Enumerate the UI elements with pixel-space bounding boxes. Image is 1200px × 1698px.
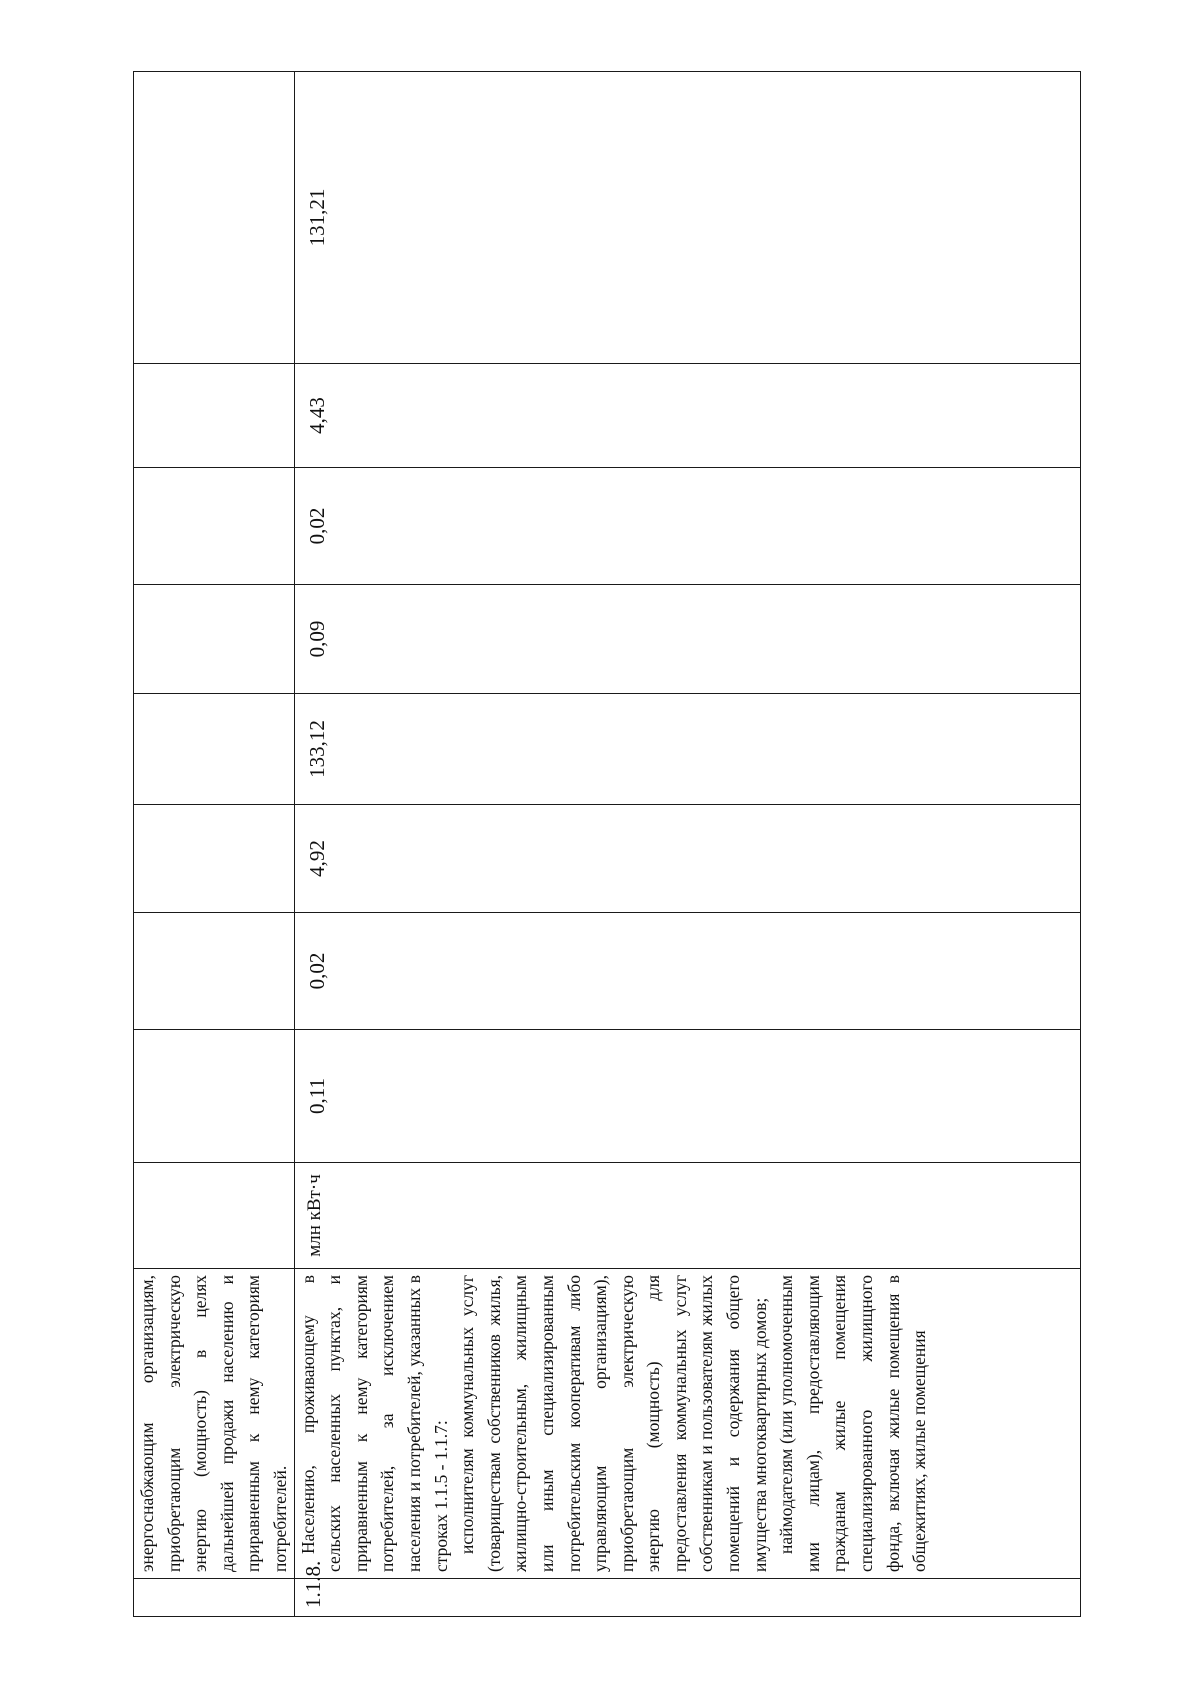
value-cell: [134, 585, 295, 694]
value-cell: [134, 805, 295, 913]
value-cell: [134, 72, 295, 364]
value: 4,92: [304, 840, 329, 877]
unit-label: млн кВт·ч: [303, 1174, 325, 1257]
value: 0,02: [304, 952, 329, 990]
value-cell: [294, 805, 1080, 913]
value: 0,11: [304, 1078, 329, 1114]
value-cell: [294, 913, 1080, 1030]
table-row: [134, 72, 295, 1617]
description-cell: [294, 1269, 1080, 1579]
description-paragraph: энергоснабжающим организациям, приобретающим электрическую энергию (мощность) в целях дальнейшей продажи населению и приравненным к нему категориям потребителей.: [137, 1275, 290, 1572]
document-page: [133, 72, 1081, 1617]
value: 4,43: [304, 397, 329, 434]
row-number: 1.1.8.: [300, 1560, 325, 1608]
value: 131,21: [304, 188, 329, 247]
row-number-cell: [134, 1579, 295, 1617]
value: 0,02: [304, 507, 329, 545]
value-cell: [134, 694, 295, 805]
data-table: [133, 71, 1081, 1617]
value-cell: [294, 1030, 1080, 1163]
description-paragraph: Населению, проживающему в сельских населенных пунктах, и приравненным к нему категориям потребителей, за исключением населения и потребителей, указанных в строках 1.1.5 - 1.1.7:: [297, 1275, 451, 1572]
description-paragraph: исполнителям коммунальных услуг (товариществам собственников жилья, жилищно-строительным, жилищным или иным специализированным потребительским кооперативам либо управляющим организациям), приобретающим электрическую энергию (мощность) для предоставления коммунальных услуг собственникам и пользователям жилых помещений и содержания общего имущества многоквартирных домов;: [457, 1275, 770, 1572]
value-cell: [134, 364, 295, 468]
value-cell: [134, 1030, 295, 1163]
row-number-cell: [294, 1560, 1080, 1617]
description-cell: [134, 1269, 295, 1579]
value: 133,12: [304, 720, 329, 778]
rotated-page-container: [133, 72, 1200, 1608]
unit-cell: [294, 1163, 1080, 1269]
unit-cell: [134, 1163, 295, 1269]
value-cell: [294, 364, 1080, 468]
value-cell: [134, 468, 295, 585]
value-cell: [294, 585, 1080, 694]
value-cell: [134, 913, 295, 1030]
description-paragraph: наймодателям (или уполномоченным ими лицам), предоставляющим гражданам жилые помещения специализированного жилищного фонда, включая жилые помещения в общежитиях, жилые помещения: [776, 1275, 930, 1572]
table-row: [294, 72, 1080, 1617]
value: 0,09: [304, 620, 329, 658]
value-cell: [294, 694, 1080, 805]
value-cell: [294, 72, 1080, 364]
value-cell: [294, 468, 1080, 585]
